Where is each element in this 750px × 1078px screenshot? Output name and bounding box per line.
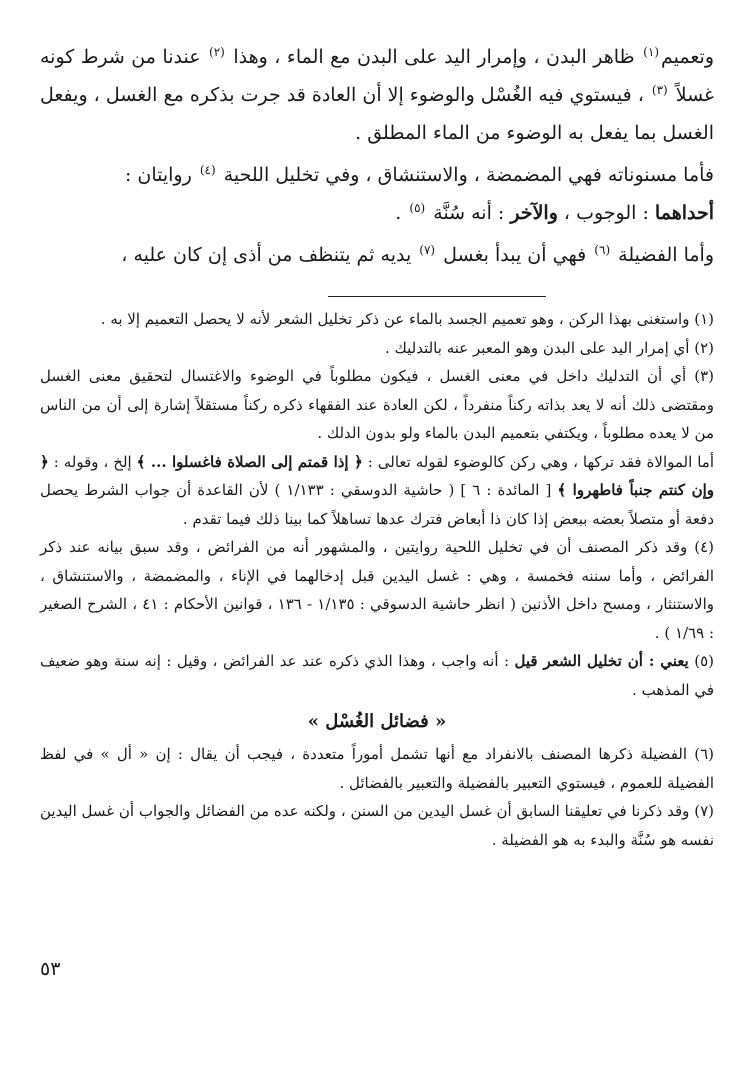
- text-run: ، فيستوي فيه الغُسْل والوضوء إلا أن العادة قد جرت بذكره مع الغسل ، ويفعل الغسل بما يفعل به الوضوء من الماء المطلق .: [40, 84, 714, 144]
- footnote-5: [40, 647, 714, 704]
- text-run: : أنه سُنَّة: [427, 202, 511, 224]
- text-run: : أنه واجب ، وهذا الذي ذكره عند عد الفرائض ، وقيل : إنه سنة وهو ضعيف في المذهب .: [40, 652, 714, 699]
- footnote-ref-5[interactable]: (٥): [409, 200, 426, 215]
- footnote-7: (٧) وقد ذكرنا في تعليقنا السابق أن غسل اليدين من السنن ، ولكنه عده من الفضائل والجواب أن غسل اليدين نفسه هو سُنَّة والبدء به هو الفضيلة .: [40, 802, 714, 849]
- bold-term: يعني : أن تخليل الشعر قيل: [514, 652, 689, 670]
- text-run: [ المائدة : ٦ ] ( حاشية الدوسقي : ١/١٣٣ ) لأن القاعدة أن جواب الشرط يحصل دفعة أو متصلاً بعضه ببعض إذا كان ذا أبعاض فترك عدها تساهلاً كما بينا ذلك فيما تقدم .: [40, 481, 714, 528]
- footnote-separator-wrap: [40, 296, 714, 297]
- text-run: وأما الفضيلة: [612, 244, 714, 266]
- footnote-ref-2[interactable]: (٢): [209, 44, 225, 59]
- text-run: (٥): [688, 652, 714, 670]
- text-run: .: [395, 202, 408, 224]
- section-title: « فضائل الغُسْل »: [307, 711, 447, 732]
- text-run: إلخ ، وقوله :: [48, 452, 137, 471]
- text-run: فأما مسنوناته فهي المضمضة ، والاستنشاق ، وفي تخليل اللحية: [217, 164, 714, 186]
- footnote-separator: [328, 296, 546, 297]
- footnotes: [40, 305, 714, 854]
- text-run: وتعميم: [661, 46, 714, 68]
- footnote-ref-1[interactable]: (١): [643, 44, 659, 59]
- footnote-6: (٦) الفضيلة ذكرها المصنف بالانفراد مع أنها تشمل أموراً متعددة ، فيجب أن يقال : إن « أل » في لفظ الفضيلة للعموم ، فيستوي التعبير بالفضيلة والتعبير بالفضائل .: [40, 745, 714, 792]
- footnote-1: (١) واستغنى بهذا الركن ، وهو تعميم الجسد بالماء عن ذكر تخليل الشعر لأنه لا يحصل التعميم إلا به .: [100, 310, 714, 328]
- footnote-ref-6[interactable]: (٦): [594, 242, 611, 257]
- text-run: فهي أن يبدأ بغسل: [437, 244, 593, 266]
- bold-term: أحداهما: [654, 202, 714, 224]
- main-paragraph-3: [40, 236, 714, 274]
- footnote-3: (٣) أي أن التدليك داخل في معنى الغسل ، فيكون مطلوباً في الوضوء والاغتسال لتحقيق معنى الغسل ومقتضى ذلك أنه لا يعد بذاته ركناً منفرداً ، لكن العادة عند الفقهاء ذكره ركناً مستقلاً إشارة إلى أن من الناس من لا يعده مطلوباً ، ويكتفي بتعميم البدن بالماء ولو بدون الدلك .: [40, 367, 714, 442]
- bold-term: والآخر: [510, 202, 558, 224]
- footnote-3-continued: [40, 448, 714, 534]
- footnote-ref-3[interactable]: (٣): [651, 82, 668, 97]
- main-paragraph-2: [40, 156, 714, 232]
- text-run: ظاهر البدن ، وإمرار اليد على البدن مع الماء ، وهذا: [226, 46, 642, 68]
- text-run: عندنا من شرط كونه غسلاً: [40, 46, 714, 106]
- text-run: : الوجوب ،: [557, 202, 655, 224]
- footnote-ref-7[interactable]: (٧): [419, 242, 436, 257]
- text-run: أما الموالاة فقد تركها ، وهي ركن كالوضوء لقوله تعالى :: [362, 452, 715, 471]
- footnote-2: (٢) أي إمرار اليد على البدن وهو المعبر عنه بالتدليك .: [384, 338, 714, 357]
- text-run: روايتان :: [124, 164, 198, 186]
- quran-quote: ﴿ إذا قمتم إلى الصلاة فاغسلوا ... ﴾: [136, 452, 363, 471]
- footnote-ref-4[interactable]: (٤): [199, 162, 216, 177]
- quran-quote: ﴿ وإن كنتم جنباً فاطهروا ﴾: [40, 452, 714, 499]
- footnote-4: (٤) وقد ذكر المصنف أن في تخليل اللحية روايتين ، والمشهور أنه من الفرائض ، وقد سبق بيانه عند ذكر الفرائض ، وأما سننه فخمسة ، وهي : غسل اليدين قبل إدخالهما في الإناء ، والمضمضة ، والاستنشاق ، والاستنثار ، ومسح داخل الأذنين ( انظر حاشية الدسوقي : ١/١٣٥ - ١٣٦ ، قوانين الأحكام : ٤١ ، الشرح الصغير : ١/٦٩ ) .: [40, 538, 715, 642]
- text-run: يديه ثم يتنظف من أذى إن كان عليه ،: [121, 244, 418, 266]
- main-text: [40, 38, 714, 274]
- page-number: ٥٣: [40, 958, 61, 980]
- main-paragraph-1: [40, 38, 714, 152]
